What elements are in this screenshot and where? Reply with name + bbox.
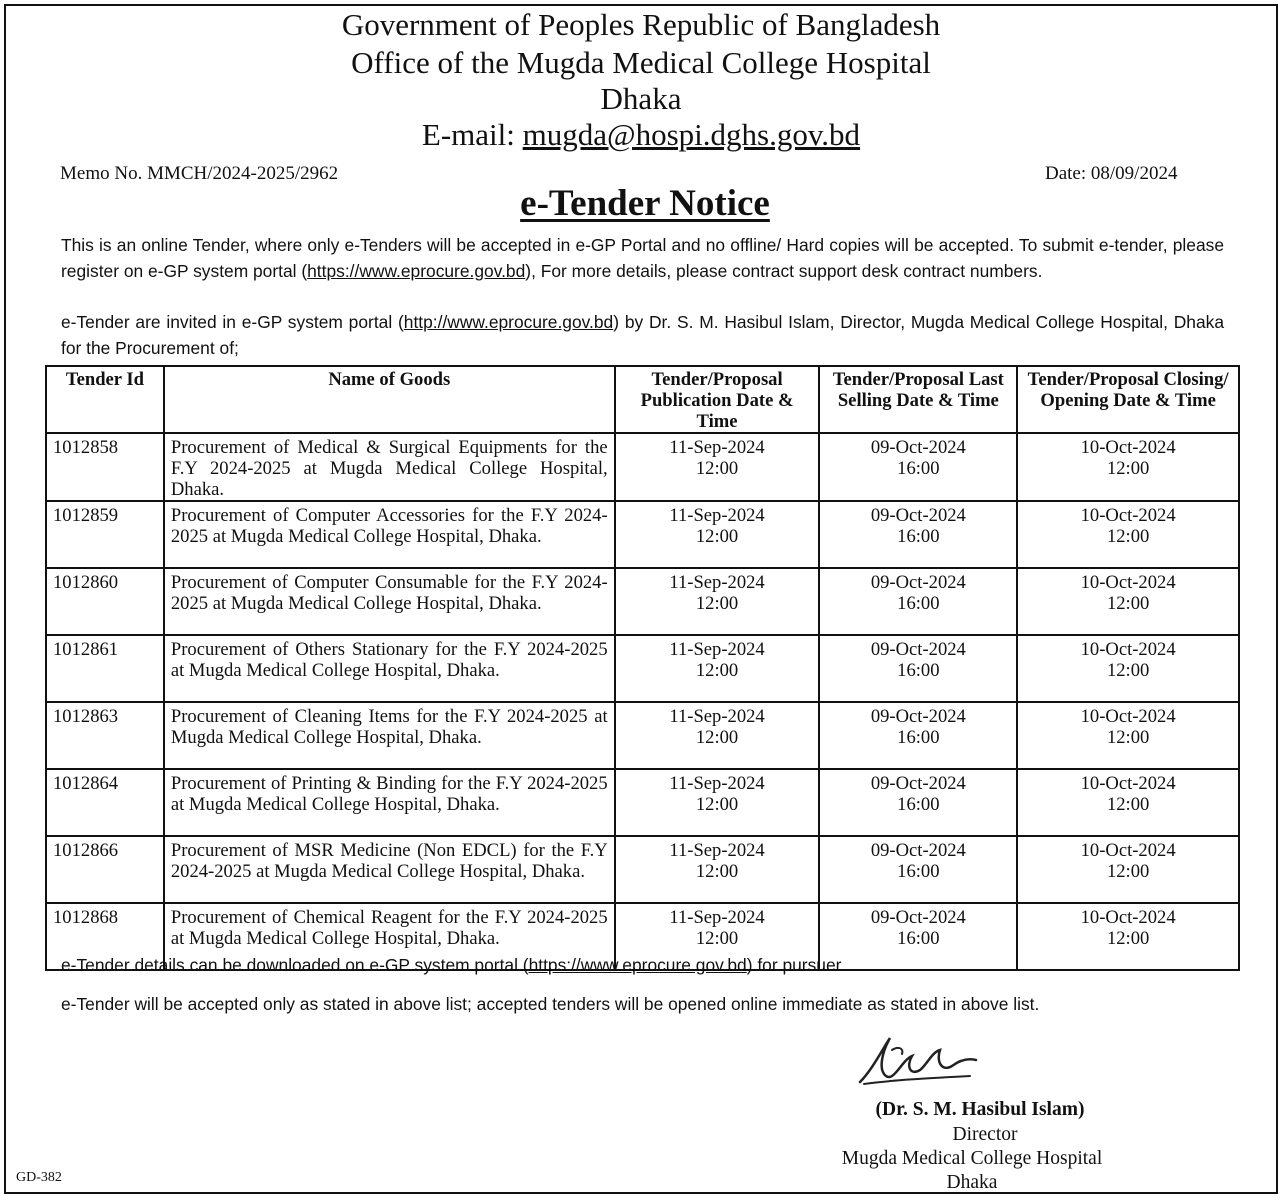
cell-tender-id: 1012861 (46, 635, 164, 702)
closing-date: 10-Oct-2024 (1080, 505, 1176, 526)
cell-goods: Procurement of Chemical Reagent for the F.Y 2024-2025 at Mugda Medical College Hospital, Dhaka. (164, 903, 615, 970)
publication-date: 11-Sep-2024 (669, 639, 765, 660)
header-city: Dhaka (600, 81, 682, 116)
publication-time: 12:00 (695, 526, 739, 547)
cell-goods: Procurement of Cleaning Items for the F.Y 2024-2025 at Mugda Medical College Hospital, Dhaka. (164, 702, 615, 769)
cell-closing (1017, 836, 1239, 903)
closing-date: 10-Oct-2024 (1080, 437, 1176, 458)
cell-publication (615, 635, 820, 702)
cell-last-selling (819, 635, 1017, 702)
email-label: E-mail: (421, 117, 523, 152)
cell-closing (1017, 433, 1239, 501)
memo-date: Date: 08/09/2024 (1045, 163, 1178, 184)
cell-closing (1017, 568, 1239, 635)
table-header-row (46, 366, 1239, 433)
intro-paragraph-2: e-Tender are invited in e-GP system portal (http://www.eprocure.gov.bd) by Dr. S. M. Hasibul Islam, Director, Mugda Medical College Hospital, Dhaka for the Procurement of; (61, 312, 1224, 358)
selling-date: 09-Oct-2024 (870, 907, 966, 928)
cell-goods: Procurement of Medical & Surgical Equipments for the F.Y 2024-2025 at Mugda Medical College Hospital, Dhaka. (164, 433, 615, 501)
cell-last-selling (819, 501, 1017, 568)
publication-date: 11-Sep-2024 (669, 572, 765, 593)
cell-last-selling (819, 836, 1017, 903)
table-row (46, 836, 1239, 903)
publication-time: 12:00 (695, 458, 739, 479)
publication-date: 11-Sep-2024 (669, 437, 765, 458)
footer-code: GD-382 (16, 1170, 62, 1185)
eprocure-link-3[interactable]: https://www.eprocure.gov.bd (528, 955, 747, 975)
table-row (46, 702, 1239, 769)
table-row (46, 635, 1239, 702)
cell-tender-id: 1012868 (46, 903, 164, 970)
cell-tender-id: 1012859 (46, 501, 164, 568)
selling-date: 09-Oct-2024 (870, 639, 966, 660)
signatory-city: Dhaka (946, 1172, 998, 1193)
table-row (46, 501, 1239, 568)
selling-time: 16:00 (897, 526, 940, 547)
closing-time: 12:00 (1106, 861, 1150, 882)
selling-date: 09-Oct-2024 (870, 505, 966, 526)
signatory-office: Mugda Medical College Hospital (841, 1148, 1103, 1169)
publication-date: 11-Sep-2024 (669, 840, 765, 861)
cell-goods: Procurement of Computer Accessories for the F.Y 2024-2025 at Mugda Medical College Hospital, Dhaka. (164, 501, 615, 568)
note-acceptance: e-Tender will be accepted only as stated in above list; accepted tenders will be opened online immediate as stated in above list. (61, 994, 1040, 1014)
publication-time: 12:00 (695, 727, 739, 748)
selling-date: 09-Oct-2024 (870, 572, 966, 593)
closing-date: 10-Oct-2024 (1080, 907, 1176, 928)
selling-time: 16:00 (897, 727, 940, 748)
cell-closing (1017, 635, 1239, 702)
note-download: e-Tender details can be downloaded on e-GP system portal (https://www.eprocure.gov.bd) for pursuer. (61, 955, 846, 975)
cell-goods: Procurement of Others Stationary for the F.Y 2024-2025 at Mugda Medical College Hospital, Dhaka. (164, 635, 615, 702)
header-email-line (0, 118, 1282, 152)
page-title: e-Tender Notice (520, 183, 770, 224)
cell-publication (615, 702, 820, 769)
closing-date: 10-Oct-2024 (1080, 639, 1176, 660)
cell-goods: Procurement of Computer Consumable for the F.Y 2024-2025 at Mugda Medical College Hospital, Dhaka. (164, 568, 615, 635)
closing-time: 12:00 (1106, 794, 1150, 815)
header-closing-opening: Tender/Proposal Closing/ Opening Date & Time (1017, 366, 1239, 433)
table-row (46, 433, 1239, 501)
cell-tender-id: 1012864 (46, 769, 164, 836)
publication-date: 11-Sep-2024 (669, 706, 765, 727)
table-row (46, 568, 1239, 635)
closing-time: 12:00 (1106, 727, 1150, 748)
selling-time: 16:00 (897, 861, 940, 882)
cell-goods: Procurement of Printing & Binding for the F.Y 2024-2025 at Mugda Medical College Hospital, Dhaka. (164, 769, 615, 836)
eprocure-link-1[interactable]: https://www.eprocure.gov.bd (307, 260, 526, 281)
closing-date: 10-Oct-2024 (1080, 572, 1176, 593)
table-row (46, 769, 1239, 836)
closing-date: 10-Oct-2024 (1080, 773, 1176, 794)
selling-time: 16:00 (897, 593, 940, 614)
tender-table (45, 365, 1240, 971)
cell-goods: Procurement of MSR Medicine (Non EDCL) for the F.Y 2024-2025 at Mugda Medical College Hospital, Dhaka. (164, 836, 615, 903)
publication-time: 12:00 (695, 660, 739, 681)
cell-closing (1017, 769, 1239, 836)
header-office: Office of the Mugda Medical College Hospital (351, 45, 931, 80)
cell-last-selling (819, 769, 1017, 836)
cell-last-selling (819, 702, 1017, 769)
cell-last-selling (819, 568, 1017, 635)
publication-time: 12:00 (695, 928, 739, 949)
cell-last-selling (819, 433, 1017, 501)
publication-date: 11-Sep-2024 (669, 505, 765, 526)
header-name-of-goods: Name of Goods (164, 366, 615, 433)
cell-tender-id: 1012863 (46, 702, 164, 769)
signature-image (852, 1030, 982, 1092)
cell-closing (1017, 501, 1239, 568)
intro-paragraph-1: This is an online Tender, where only e-Tenders will be accepted in e-GP Portal and no offline/ Hard copies will be accepted. To submit e-tender, please register on e-GP system portal (https://www.eprocure.gov.bd), For more details, please contract support desk contract numbers. (61, 235, 1224, 281)
selling-time: 16:00 (897, 458, 940, 479)
memo-number: Memo No. MMCH/2024-2025/2962 (60, 163, 339, 184)
publication-date: 11-Sep-2024 (669, 907, 765, 928)
closing-time: 12:00 (1106, 526, 1150, 547)
cell-publication (615, 836, 820, 903)
selling-date: 09-Oct-2024 (870, 840, 966, 861)
header-last-selling: Tender/Proposal Last Selling Date & Time (819, 366, 1017, 433)
cell-publication (615, 568, 820, 635)
selling-time: 16:00 (897, 794, 940, 815)
selling-date: 09-Oct-2024 (870, 437, 966, 458)
cell-publication (615, 501, 820, 568)
cell-tender-id: 1012866 (46, 836, 164, 903)
email-link[interactable]: mugda@hospi.dghs.gov.bd (522, 117, 861, 152)
selling-time: 16:00 (897, 660, 940, 681)
publication-date: 11-Sep-2024 (669, 773, 765, 794)
cell-closing (1017, 702, 1239, 769)
closing-time: 12:00 (1106, 458, 1150, 479)
selling-time: 16:00 (897, 928, 940, 949)
signatory-designation: Director (952, 1124, 1018, 1145)
eprocure-link-2[interactable]: http://www.eprocure.gov.bd (403, 312, 614, 332)
closing-time: 12:00 (1106, 593, 1150, 614)
closing-date: 10-Oct-2024 (1080, 706, 1176, 727)
closing-time: 12:00 (1106, 928, 1150, 949)
cell-tender-id: 1012858 (46, 433, 164, 501)
cell-publication (615, 769, 820, 836)
header-publication: Tender/Proposal Publication Date & Time (615, 366, 820, 433)
header-tender-id: Tender Id (46, 366, 164, 433)
closing-date: 10-Oct-2024 (1080, 840, 1176, 861)
cell-tender-id: 1012860 (46, 568, 164, 635)
selling-date: 09-Oct-2024 (870, 706, 966, 727)
header-government: Government of Peoples Republic of Bangladesh (341, 7, 941, 42)
publication-time: 12:00 (695, 861, 739, 882)
cell-publication (615, 433, 820, 501)
signatory-name: (Dr. S. M. Hasibul Islam) (875, 1099, 1085, 1120)
selling-date: 09-Oct-2024 (870, 773, 966, 794)
closing-time: 12:00 (1106, 660, 1150, 681)
publication-time: 12:00 (695, 593, 739, 614)
publication-time: 12:00 (695, 794, 739, 815)
